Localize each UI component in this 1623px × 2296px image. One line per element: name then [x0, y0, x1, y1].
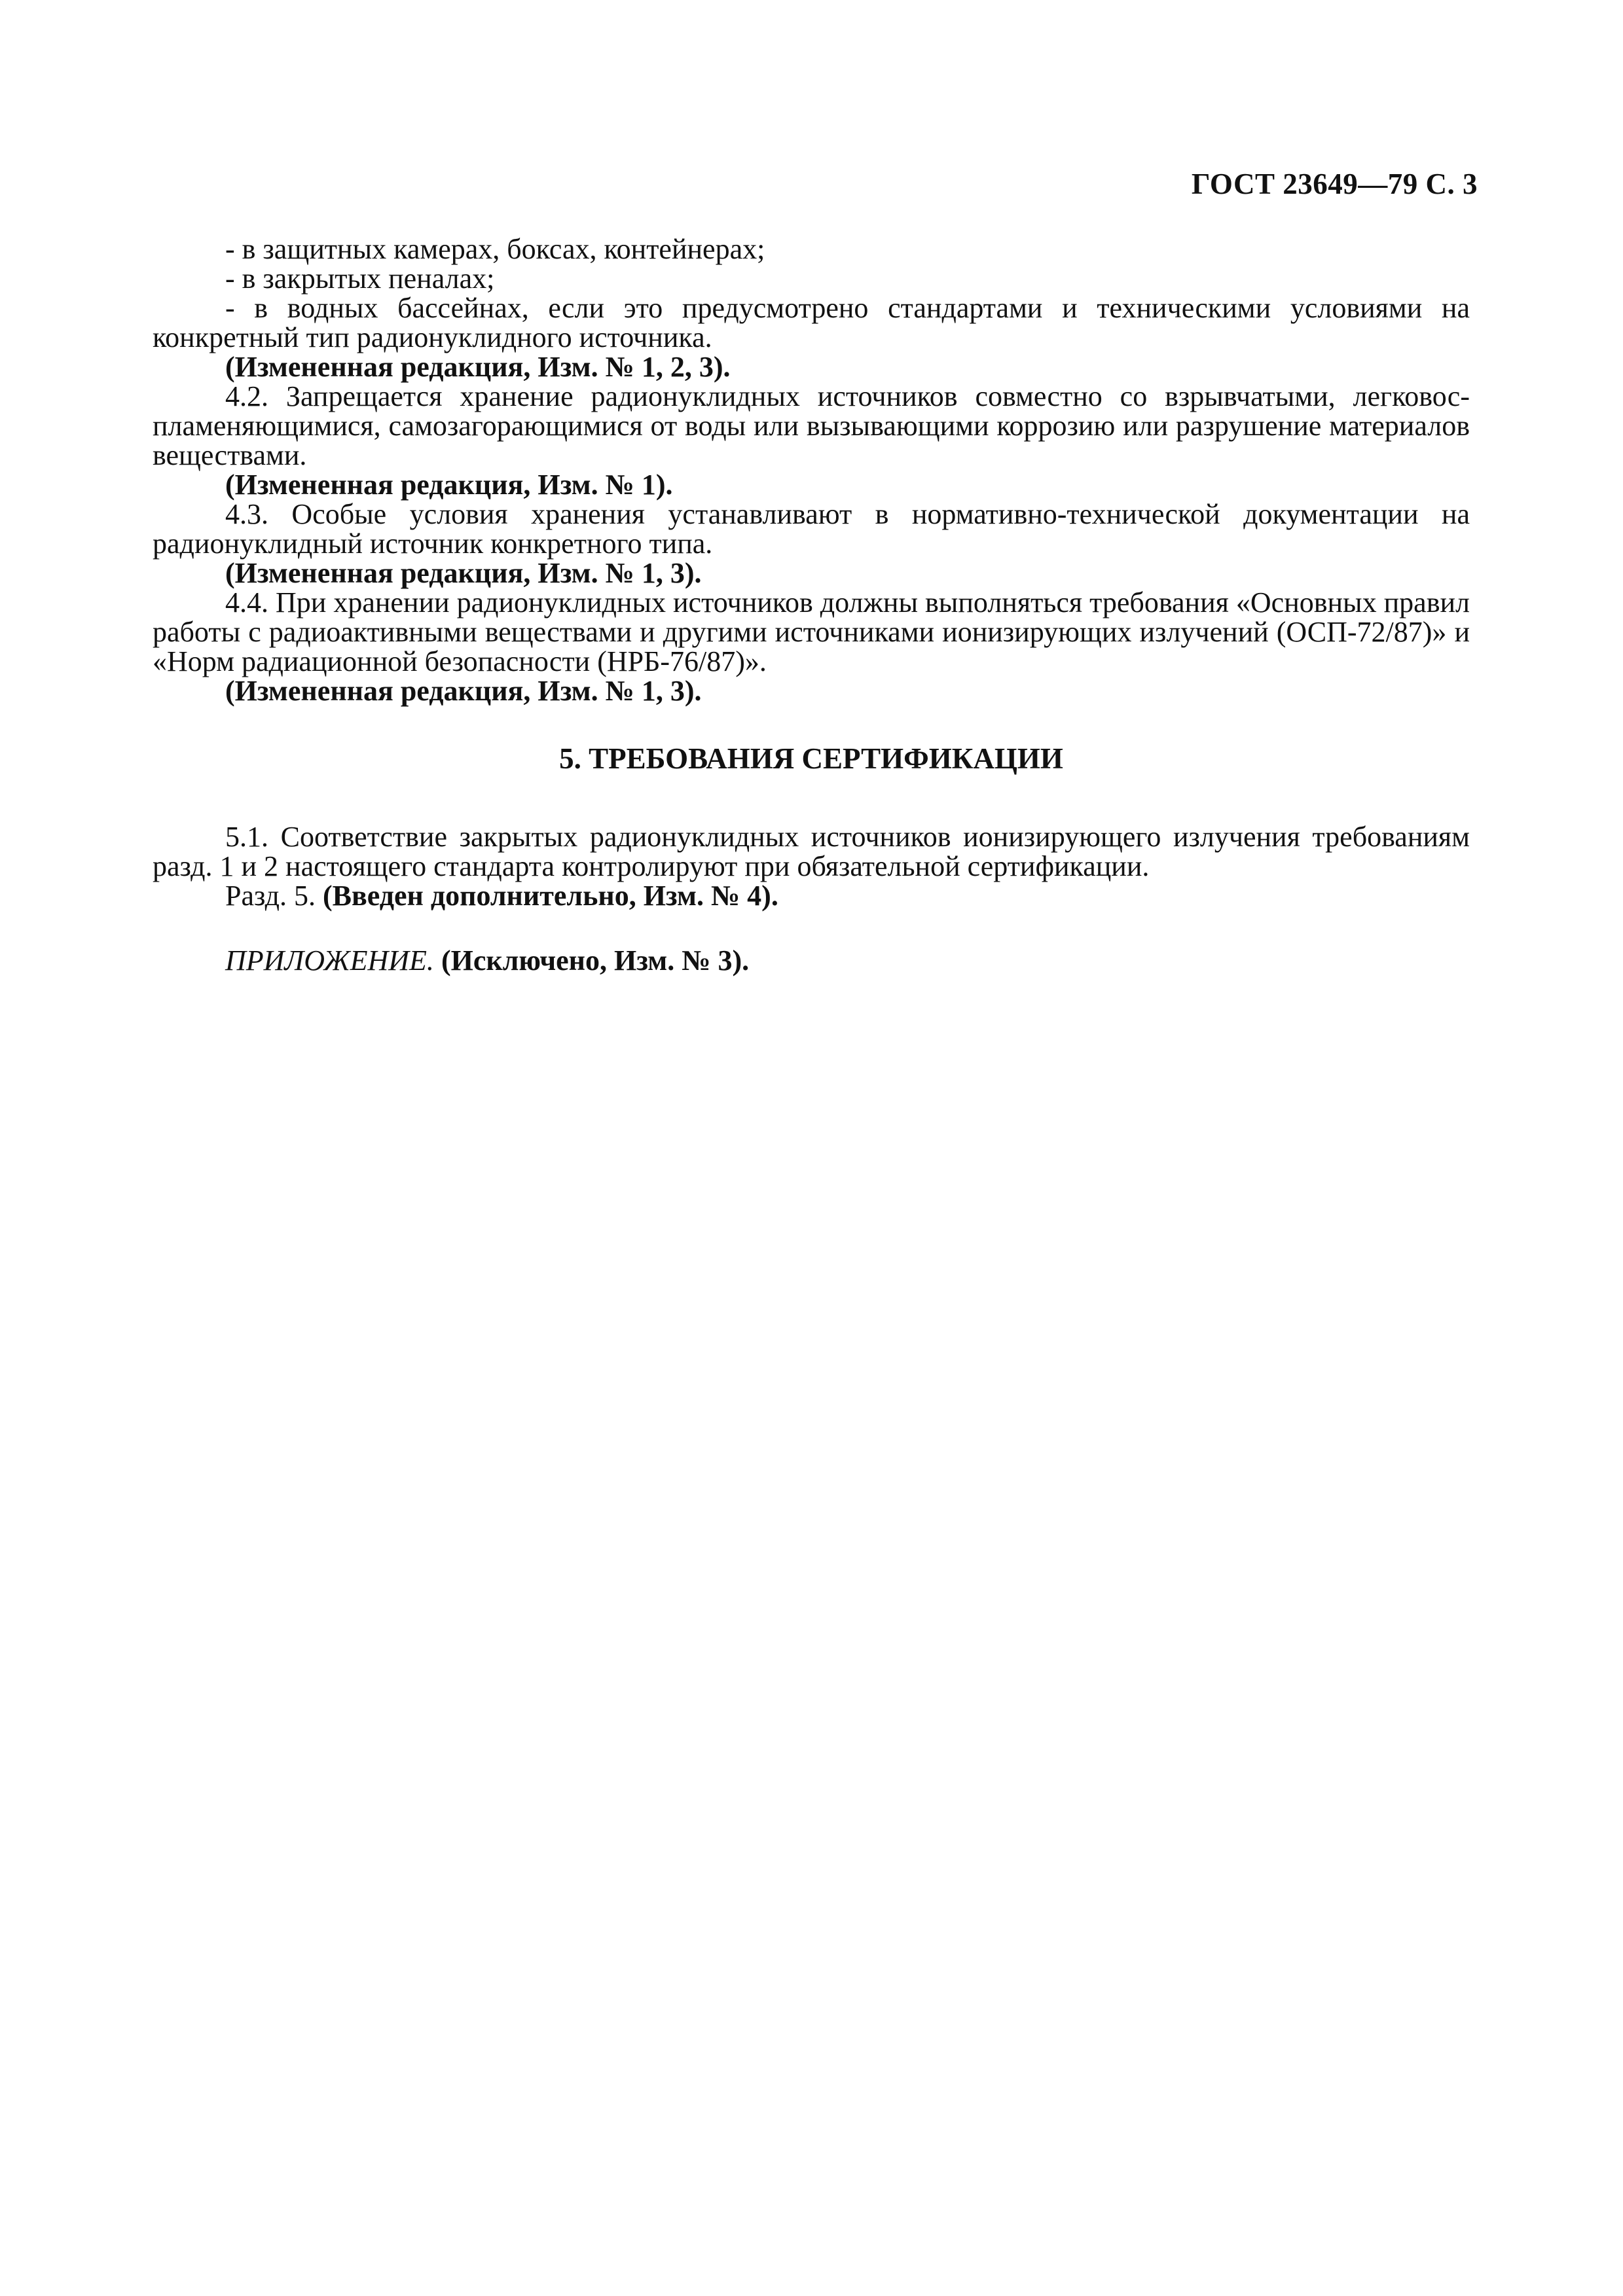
bullet-item: - в закрытых пеналах; [225, 262, 495, 295]
page-header: ГОСТ 23649—79 С. 3 [1191, 168, 1478, 200]
document-body [153, 234, 1470, 975]
paragraph-4-2: 4.2. Запрещается хранение радионуклидных источников совместно со взрывчатыми, легковоспламеняющимися, самозагорающимися от воды или вызывающими коррозию или разрушение материалов веществами. [153, 380, 1470, 471]
amendment-note: (Измененная редакция, Изм. № 1, 3). [225, 557, 702, 589]
paragraph-5-1: 5.1. Соответствие закрытых радионуклидных источников ионизирующего излучения требованиям разд. 1 и 2 настоящего стандарта контролируют при обязательной сертификации. [153, 821, 1470, 882]
section-5-prefix: Разд. 5. [225, 880, 316, 912]
amendment-note: (Измененная редакция, Изм. № 1, 3). [225, 675, 702, 707]
amendment-note: (Измененная редакция, Изм. № 1, 2, 3). [225, 351, 731, 383]
paragraph-4-3: 4.3. Особые условия хранения устанавливают в нормативно-технической документации на радионуклидный источник конкретного типа. [153, 498, 1470, 560]
appendix-status: (Исключено, Изм. № 3). [441, 944, 750, 977]
section-heading: 5. ТРЕБОВАНИЯ СЕРТИФИКАЦИИ [559, 742, 1063, 775]
paragraph-4-4: 4.4. При хранении радионуклидных источников должны выполняться требования «Основных правил работы с радиоактивными веществами и другими источниками ионизирующих излучений (ОСП-72/87)» и «Норм радиационной безопасности (НРБ-76/87)». [153, 586, 1470, 677]
section-5-note [153, 881, 1470, 910]
section-5-amendment: (Введен дополнительно, Изм. № 4). [322, 880, 778, 912]
bullet-item: - в водных бассейнах, если это предусмотрено стандартами и техническими условиями на конкретный тип радионуклидного источника. [153, 292, 1470, 353]
appendix-label: ПРИЛОЖЕНИЕ. [225, 944, 434, 977]
amendment-note: (Измененная редакция, Изм. № 1). [225, 469, 673, 501]
appendix-note [153, 946, 1470, 975]
bullet-item: - в защитных камерах, боксах, контейнерах; [225, 233, 765, 265]
